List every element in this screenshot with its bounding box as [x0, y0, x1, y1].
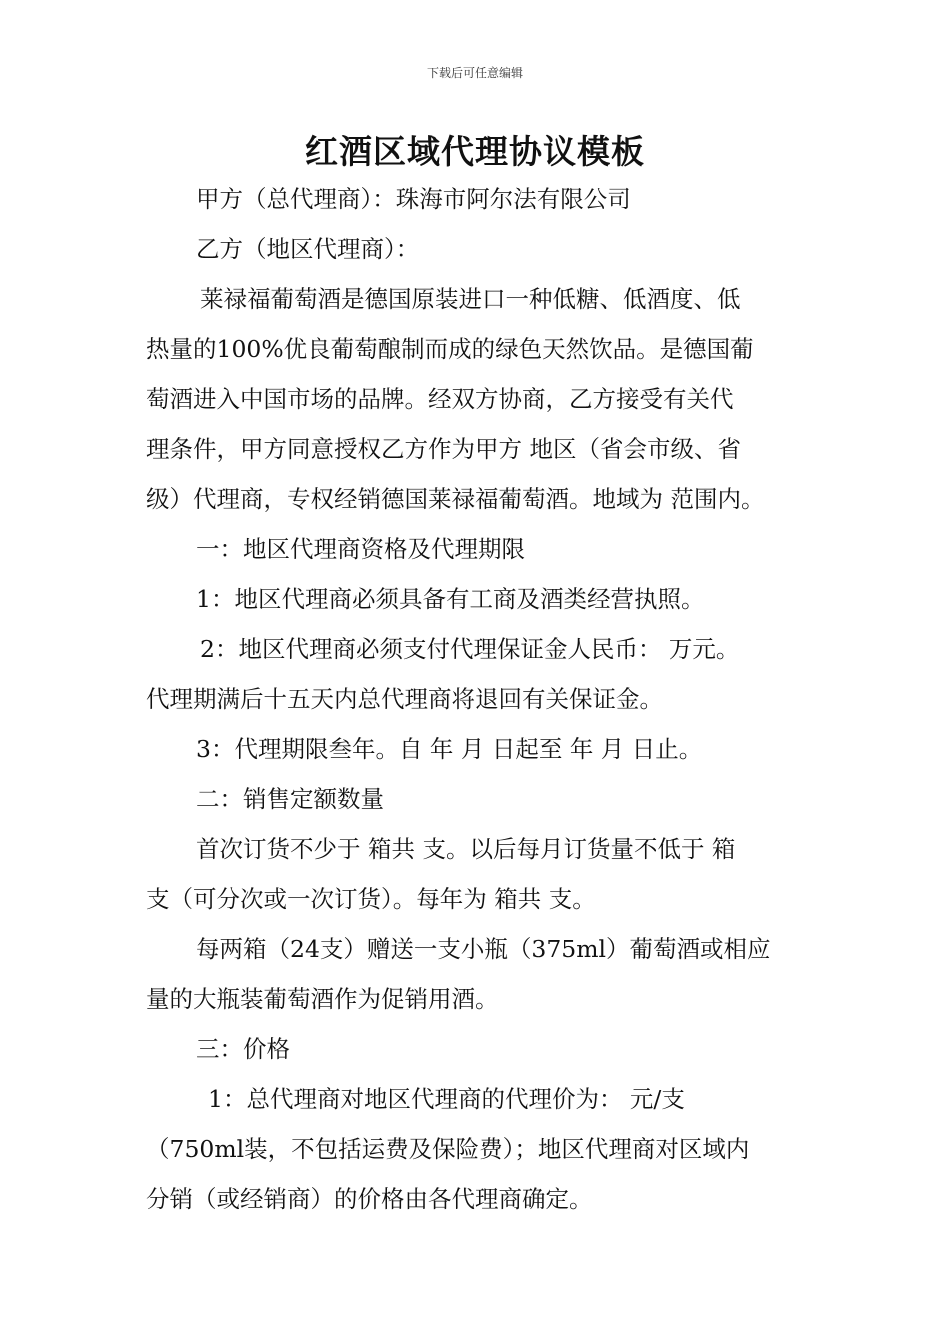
section-heading-1: 一：地区代理商资格及代理期限 [196, 535, 525, 563]
header-note: 下载后可任意编辑 [426, 66, 523, 80]
paragraph-line: 级）代理商，专权经销德国莱禄福葡萄酒。地域为 范围内。 [146, 485, 765, 513]
section-heading-3: 三：价格 [196, 1035, 290, 1063]
clause-line: 代理期满后十五天内总代理商将退回有关保证金。 [146, 685, 663, 713]
clause-line: （750ml装，不包括运费及保险费）；地区代理商对区域内 [146, 1135, 750, 1163]
party-b-line: 乙方（地区代理商）： [196, 235, 420, 263]
paragraph-line: 萄酒进入中国市场的品牌。经双方协商，乙方接受有关代 [146, 385, 734, 413]
section-heading-2: 二：销售定额数量 [196, 785, 384, 813]
party-a-line: 甲方（总代理商）：珠海市阿尔法有限公司 [196, 185, 631, 213]
clause-line: 2：地区代理商必须支付代理保证金人民币： 万元。 [200, 635, 740, 663]
clause-line: 分销（或经销商）的价格由各代理商确定。 [146, 1185, 593, 1213]
paragraph-line: 量的大瓶装葡萄酒作为促销用酒。 [146, 985, 499, 1013]
paragraph-line: 莱禄福葡萄酒是德国原装进口一种低糖、低酒度、低 [200, 285, 741, 313]
paragraph-line: 每两箱（24支）赠送一支小瓶（375ml）葡萄酒或相应 [196, 935, 771, 963]
paragraph-line: 热量的100%优良葡萄酿制而成的绿色天然饮品。是德国葡 [146, 335, 754, 363]
paragraph-line: 支（可分次或一次订货）。每年为 箱共 支。 [146, 885, 596, 913]
paragraph-line: 首次订货不少于 箱共 支。以后每月订货量不低于 箱 [196, 835, 736, 863]
clause-line: 3：代理期限叁年。自 年 月 日起至 年 月 日止。 [196, 735, 703, 763]
clause-line: 1：地区代理商必须具备有工商及酒类经营执照。 [196, 585, 705, 613]
clause-line: 1：总代理商对地区代理商的代理价为： 元/支 [208, 1085, 685, 1113]
paragraph-line: 理条件，甲方同意授权乙方作为甲方 地区（省会市级、省 [146, 435, 741, 463]
document-title: 红酒区域代理协议模板 [305, 132, 645, 171]
